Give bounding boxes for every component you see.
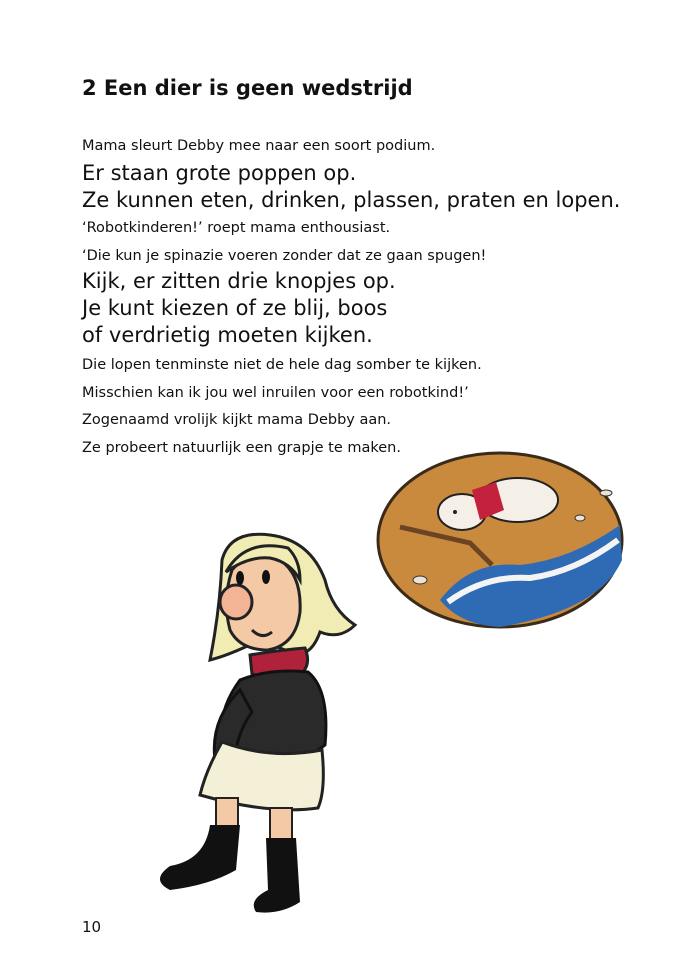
text-line-7: Je kunt kiezen of ze blij, boos [82,296,388,320]
page-number: 10 [82,918,102,936]
text-line-2: Er staan grote poppen op. [82,161,357,185]
text-line-10: Misschien kan ik jou wel inruilen voor een robotkind!’ [82,385,469,401]
thought-bubble [378,453,622,627]
boot-right [254,838,300,913]
text-line-5: ‘Die kun je spinazie voeren zonder dat ze gaan spugen! [82,248,487,264]
girl-figure [160,534,355,912]
boot-left [160,825,240,890]
text-line-6: Kijk, er zitten drie knopjes op. [82,269,396,293]
text-line-3: Ze kunnen eten, drinken, plassen, praten en lopen. [82,188,621,212]
text-line-1: Mama sleurt Debby mee naar een soort podium. [82,138,436,154]
text-line-11: Zogenaamd vrolijk kijkt mama Debby aan. [82,412,392,428]
eye-left [236,571,244,585]
nose-shape [220,585,252,619]
text-line-12: Ze probeert natuurlijk een grapje te maken. [82,440,401,456]
eye-right [262,570,270,584]
chapter-title: 2 Een dier is geen wedstrijd [82,76,413,100]
text-line-8: of verdrietig moeten kijken. [82,323,373,347]
text-line-4: ‘Robotkinderen!’ roept mama enthousiast. [82,220,391,236]
text-line-9: Die lopen tenminste niet de hele dag somber te kijken. [82,357,482,373]
